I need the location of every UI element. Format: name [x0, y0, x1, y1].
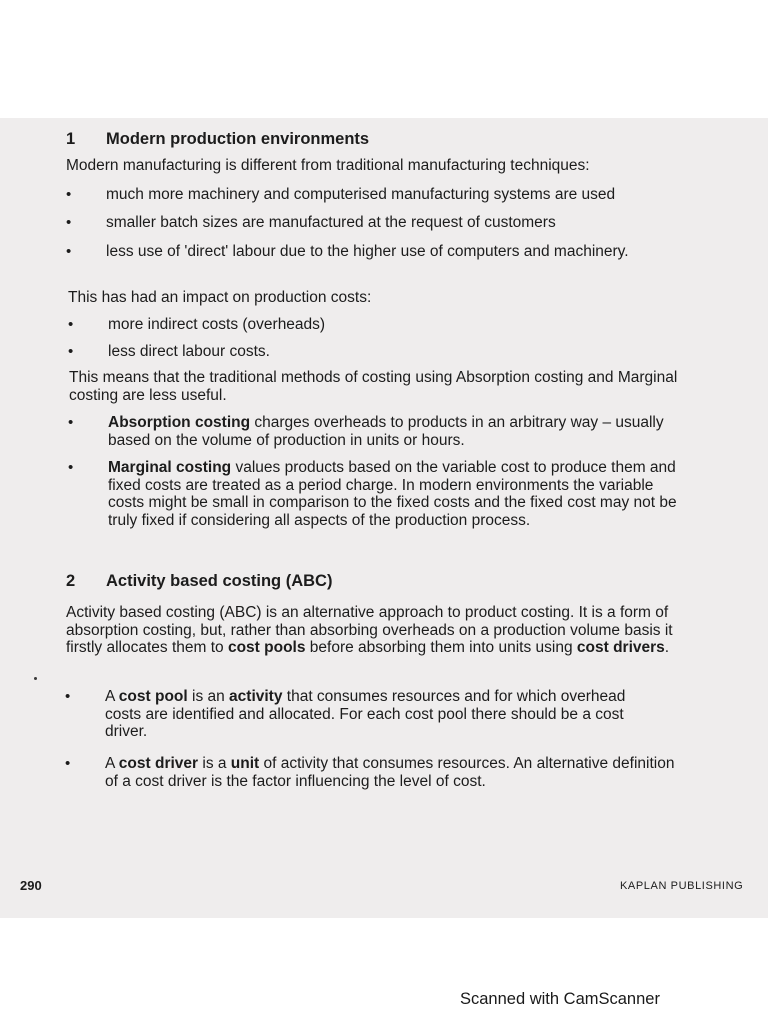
- list-item: [68, 459, 678, 529]
- means-paragraph: This means that the traditional methods of costing using Absorption costing and Marginal costing are less useful.: [69, 369, 678, 404]
- section-2-title: Activity based costing (ABC): [106, 572, 333, 590]
- list-item: [66, 186, 706, 204]
- pool-text-3: that consumes resources and for which overhead costs are identified and allocated. For each cost pool there should be a cost driver.: [105, 688, 626, 740]
- scanner-watermark: Scanned with CamScanner: [460, 990, 660, 1008]
- list-item-text: smaller batch sizes are manufactured at the request of customers: [106, 214, 556, 231]
- list-item-text: charges overheads to products in an arbitrary way – usually based on the volume of production in units or hours.: [108, 414, 664, 449]
- list-item: [68, 316, 708, 334]
- list-item: [68, 343, 708, 361]
- pool-text-1: A: [105, 688, 119, 705]
- term-activity: activity: [229, 688, 283, 705]
- term-marginal-costing: Marginal costing: [108, 459, 232, 476]
- list-item-text: more indirect costs (overheads): [108, 316, 326, 333]
- bullet-icon: •: [68, 316, 74, 333]
- list-item-text: much more machinery and computerised manufacturing systems are used: [106, 186, 616, 203]
- list-item-text: less direct labour costs.: [108, 343, 270, 360]
- bullet-icon: •: [66, 186, 72, 203]
- list-item-text: less use of 'direct' labour due to the higher use of computers and machinery.: [106, 243, 629, 260]
- publisher-name: KAPLAN PUBLISHING: [620, 880, 744, 892]
- list-item: [66, 243, 636, 261]
- list-item: [66, 214, 706, 232]
- bullet-icon: •: [68, 343, 74, 360]
- term-cost-drivers: cost drivers: [576, 639, 665, 656]
- list-item: [65, 688, 645, 741]
- section-2-heading: [66, 571, 332, 591]
- section-2-number: 2: [66, 572, 76, 590]
- term-unit: unit: [230, 755, 260, 772]
- section-1-title: Modern production environments: [106, 130, 370, 148]
- list-item: [68, 414, 678, 449]
- scan-speck: [34, 677, 37, 680]
- driver-text-3: of activity that consumes resources. An alternative definition of a cost driver is the factor influencing the level of cost.: [105, 755, 675, 790]
- term-cost-driver: cost driver: [118, 755, 199, 772]
- impact-intro: This has had an impact on production costs:: [68, 289, 372, 306]
- bullet-icon: •: [68, 414, 74, 431]
- page-number: 290: [20, 878, 42, 893]
- abc-text-2: before absorbing them into units using: [305, 639, 577, 656]
- section-1-number: 1: [66, 130, 76, 148]
- term-absorption-costing: Absorption costing: [108, 414, 251, 431]
- bullet-icon: •: [66, 214, 72, 231]
- term-cost-pools: cost pools: [227, 639, 306, 656]
- abc-text-1: Activity based costing (ABC) is an alternative approach to product costing. It is a form of absorption costing, but, rather than absorbing overheads on a production volume basis it firstly allocates them to: [66, 604, 673, 656]
- abc-text-3: .: [664, 639, 670, 656]
- bullet-icon: •: [65, 688, 71, 705]
- list-item: [65, 755, 680, 790]
- section-1-intro: Modern manufacturing is different from traditional manufacturing techniques:: [66, 157, 590, 174]
- pool-text-2: is an: [187, 688, 230, 705]
- list-item-text: values products based on the variable cost to produce them and fixed costs are treated as a period charge. In modern environments the variable costs might be small in comparison to the fixed costs and the fixed cost may not be truly fixed if considering all aspects of the production process.: [108, 459, 677, 529]
- abc-paragraph: [66, 604, 686, 657]
- bullet-icon: •: [65, 755, 71, 772]
- driver-text-2: is a: [198, 755, 231, 772]
- section-1-heading: [66, 129, 369, 149]
- term-cost-pool: cost pool: [118, 688, 188, 705]
- bullet-icon: •: [68, 459, 74, 476]
- driver-text-1: A: [105, 755, 119, 772]
- bullet-icon: •: [66, 243, 72, 260]
